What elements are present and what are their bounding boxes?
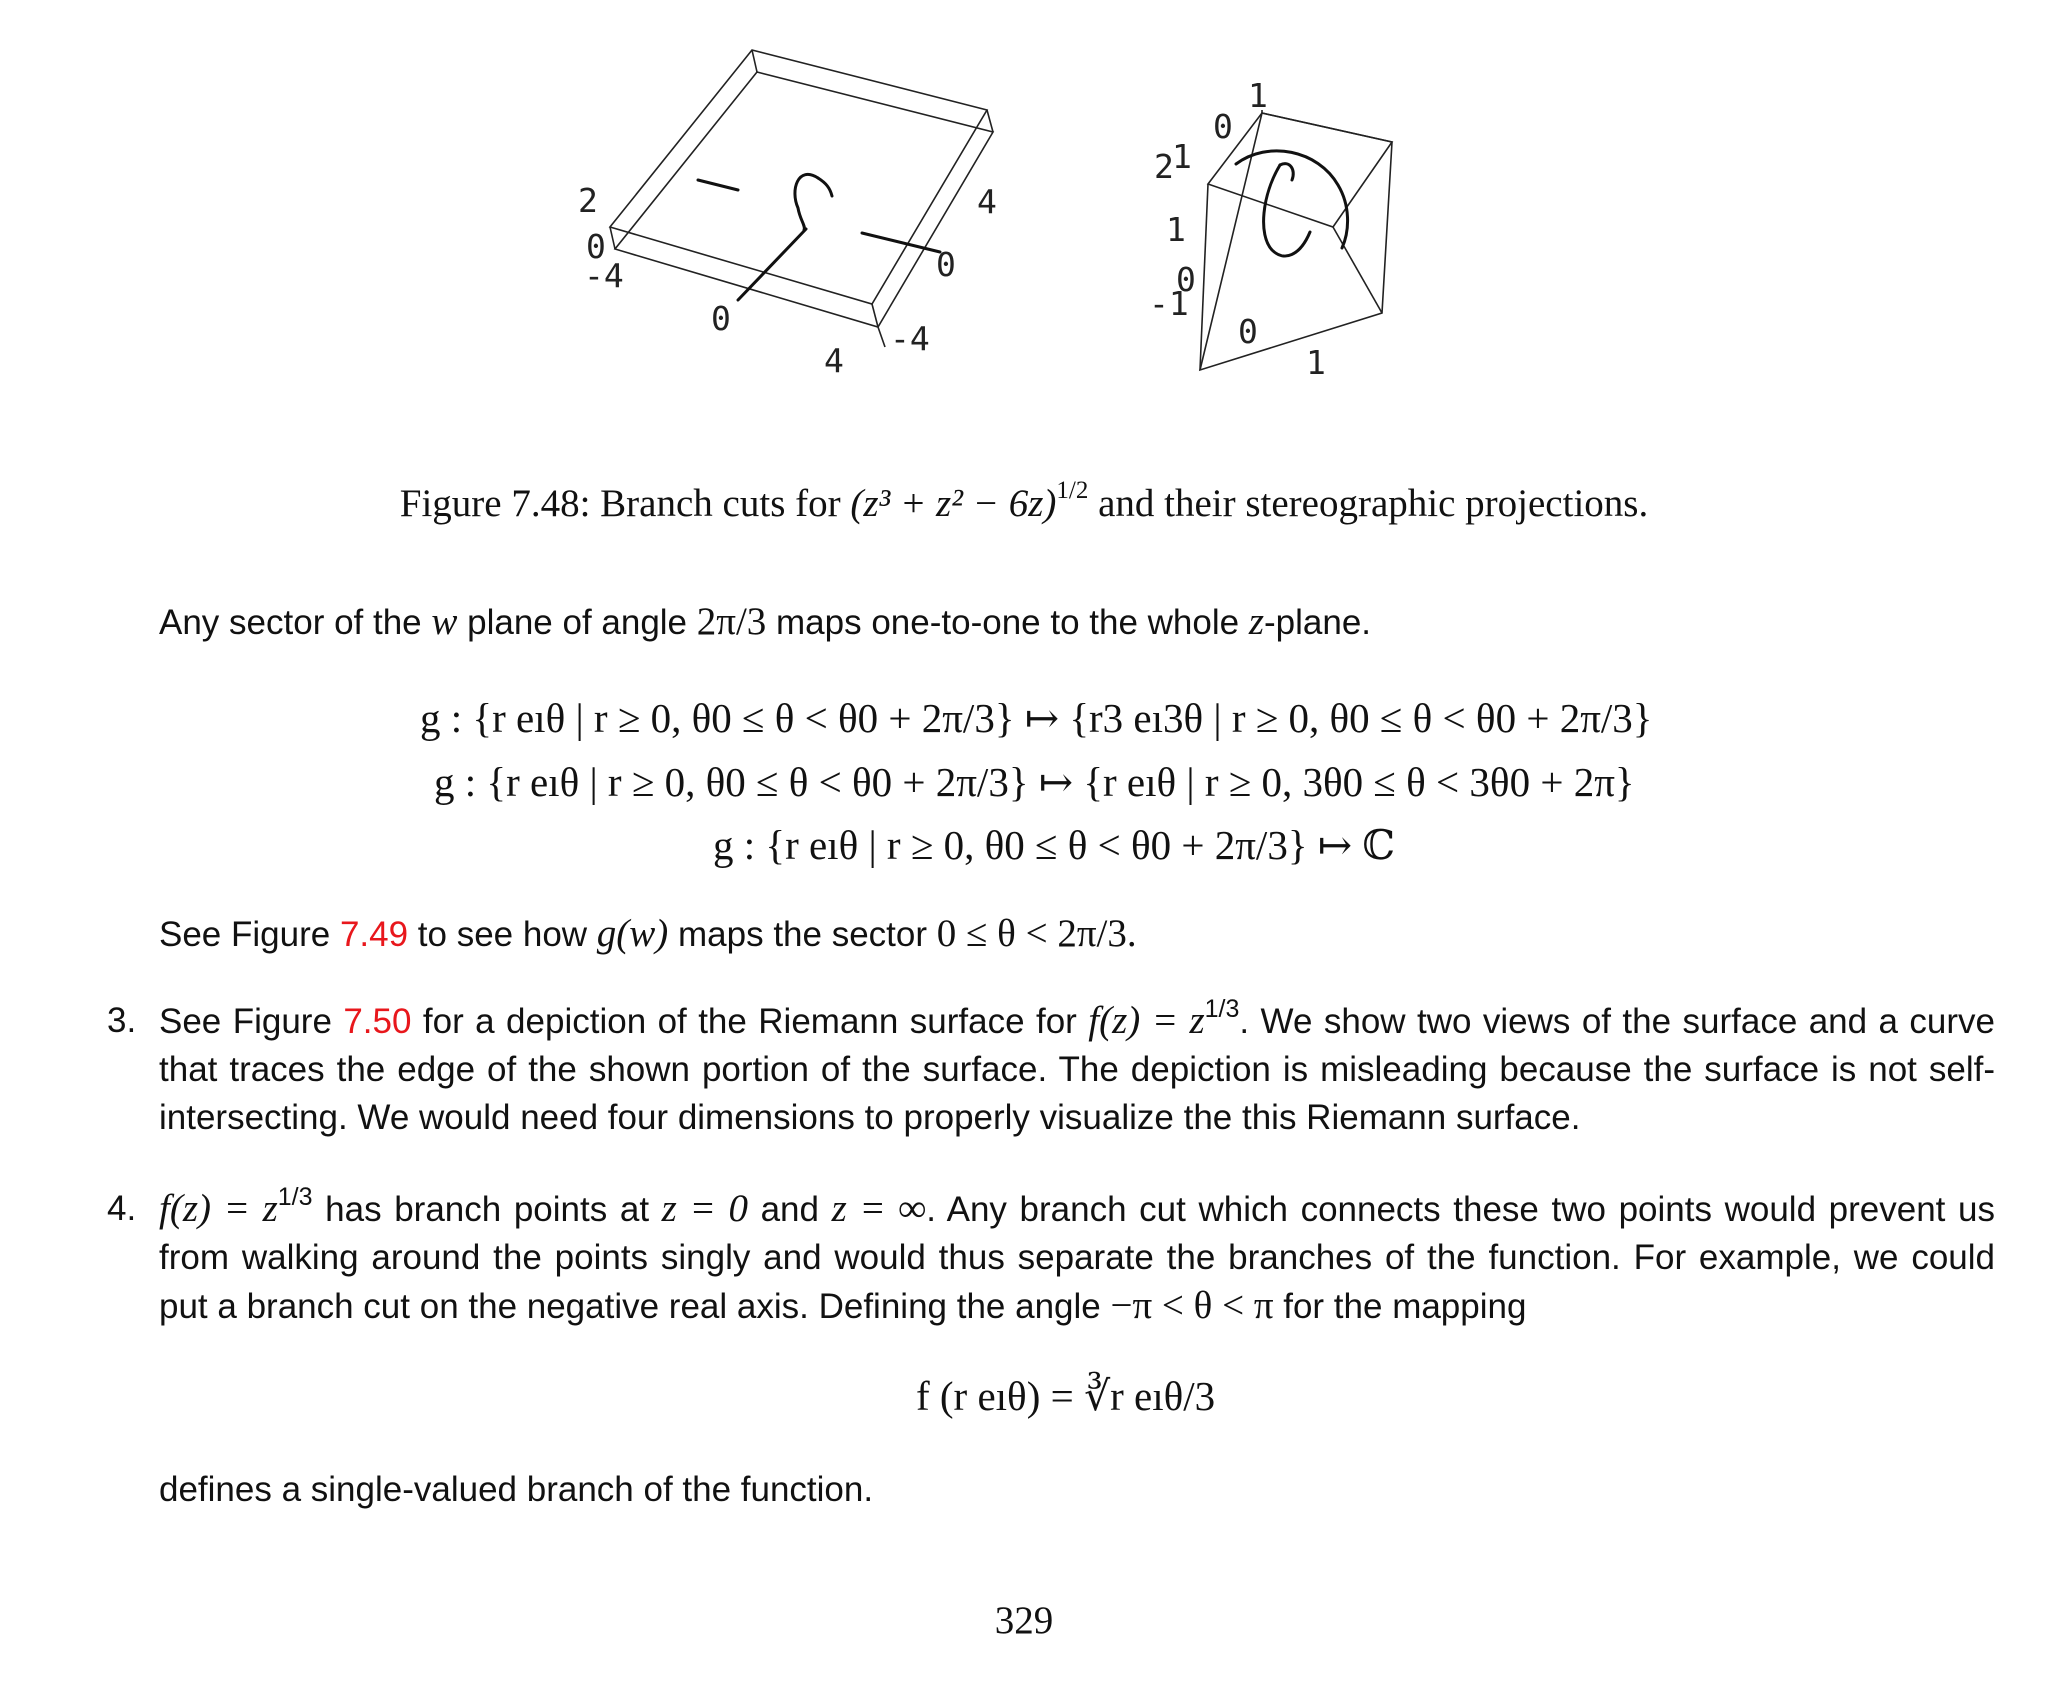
item-3-number: 3.	[107, 1001, 137, 1040]
see-fig-sector: 0 ≤ θ < 2π/3.	[936, 912, 1137, 955]
left-y-tick-0: 0	[936, 245, 956, 284]
left-z-tick-0: 0	[586, 227, 606, 266]
display-equation: f (r eıθ) = ∛r eıθ/3	[916, 1373, 1216, 1419]
see-fig-text-2: to see how	[408, 915, 597, 954]
caption-prefix: Figure 7.48: Branch cuts for	[399, 482, 851, 525]
intro-angle: 2π/3	[696, 600, 767, 643]
right-left-tick-1a: 1	[1172, 137, 1192, 176]
left-branch-cuts	[698, 174, 940, 300]
see-figure-paragraph	[159, 910, 1137, 959]
figure-7-50-link[interactable]: 7.50	[343, 1002, 412, 1041]
intro-text-4: -plane.	[1264, 603, 1372, 642]
equation-line-3: g : {r eıθ | r ≥ 0, θ0 ≤ θ < θ0 + 2π/3} ↦ ℂ	[713, 822, 1395, 868]
right-top-tick-0: 0	[1213, 107, 1233, 146]
right-left-tick-0: 0	[1176, 260, 1196, 299]
left-x-tick-neg4: -4	[584, 256, 624, 295]
right-left-tick-2: 2	[1154, 147, 1174, 186]
item-4-zinf: z = ∞	[831, 1187, 927, 1230]
right-stereo-curves	[1236, 151, 1348, 256]
intro-paragraph	[159, 598, 1371, 647]
item-3-text-3: . We show two views of the surface and a curve that traces the edge of the shown portion of the surface. The depiction is misleading because the surface is not self-intersecting. We would need four dimensions to properly visualize the this Riemann surface.	[159, 1002, 1996, 1137]
intro-text-2: plane of angle	[457, 603, 697, 642]
item-3-text-1: See Figure	[159, 1002, 344, 1041]
item-4-text-2: and	[747, 1190, 832, 1229]
right-top-tick-1: 1	[1248, 76, 1268, 115]
item-4-number: 4.	[107, 1189, 137, 1228]
figure-7-48	[0, 0, 2048, 420]
intro-text-3: maps one-to-one to the whole	[766, 603, 1249, 642]
right-left-tick-neg1: -1	[1149, 284, 1189, 323]
see-fig-gw: g(w)	[596, 912, 669, 955]
figure-plots	[0, 0, 2048, 420]
item-4-z0: z = 0	[661, 1187, 748, 1230]
item-4-fz: f(z) = z	[159, 1187, 278, 1230]
left-axis-ticks	[578, 181, 997, 380]
equation-line-2: g : {r eıθ | r ≥ 0, θ0 ≤ θ < θ0 + 2π/3} ↦ {r eıθ | r ≥ 0, 3θ0 ≤ θ < 3θ0 + 2π}	[434, 759, 1635, 805]
item-3-text-2: for a depiction of the Riemann surface for	[411, 1002, 1089, 1041]
right-left-tick-1b: 1	[1166, 210, 1186, 249]
figure-7-49-link[interactable]: 7.49	[339, 915, 409, 954]
figure-caption	[0, 478, 2048, 530]
page-number: 329	[994, 1599, 1054, 1642]
left-x-tick-0: 0	[711, 299, 731, 338]
see-fig-text-1: See Figure	[159, 915, 340, 954]
intro-var-w: w	[431, 600, 458, 643]
item-4-text-1: has branch points at	[312, 1190, 662, 1229]
item-4-paragraph	[159, 1185, 1995, 1331]
left-y-tick-neg4: -4	[890, 319, 930, 358]
right-bottom-tick-1: 1	[1306, 343, 1326, 382]
item-3-exponent: 1/3	[1204, 995, 1240, 1023]
intro-var-z: z	[1248, 600, 1264, 643]
left-x-tick-4: 4	[824, 341, 844, 380]
left-y-tick-4: 4	[977, 182, 997, 221]
right-bottom-tick-0: 0	[1238, 312, 1258, 351]
item-4-text-4: for the mapping	[1273, 1287, 1527, 1326]
caption-suffix: and their stereographic projections.	[1088, 482, 1649, 525]
see-fig-text-3: maps the sector	[668, 915, 937, 954]
right-3d-cube	[1200, 110, 1392, 370]
intro-text-1: Any sector of the	[159, 603, 432, 642]
item-3-fz: f(z) = z	[1088, 999, 1205, 1042]
caption-exponent: 1/2	[1056, 477, 1089, 504]
item-4-range: −π < θ < π	[1110, 1284, 1274, 1327]
item-3-paragraph	[159, 997, 1995, 1142]
conclusion-paragraph: defines a single-valued branch of the function.	[159, 1470, 874, 1509]
equation-line-1: g : {r eıθ | r ≥ 0, θ0 ≤ θ < θ0 + 2π/3} ↦ {r3 eı3θ | r ≥ 0, θ0 ≤ θ < θ0 + 2π/3}	[420, 695, 1653, 741]
left-z-tick-2: 2	[578, 181, 598, 220]
caption-expression: (z³ + z² − 6z)	[850, 482, 1057, 525]
item-4-text-3: . Any branch cut which connects these two points would prevent us from walking around the points singly and would thus separate the branches of the function. For example, we could put a branch cut on the negative real axis. Defining the angle	[159, 1190, 1995, 1326]
item-4-exponent: 1/3	[277, 1183, 313, 1211]
left-3d-box	[610, 50, 993, 347]
